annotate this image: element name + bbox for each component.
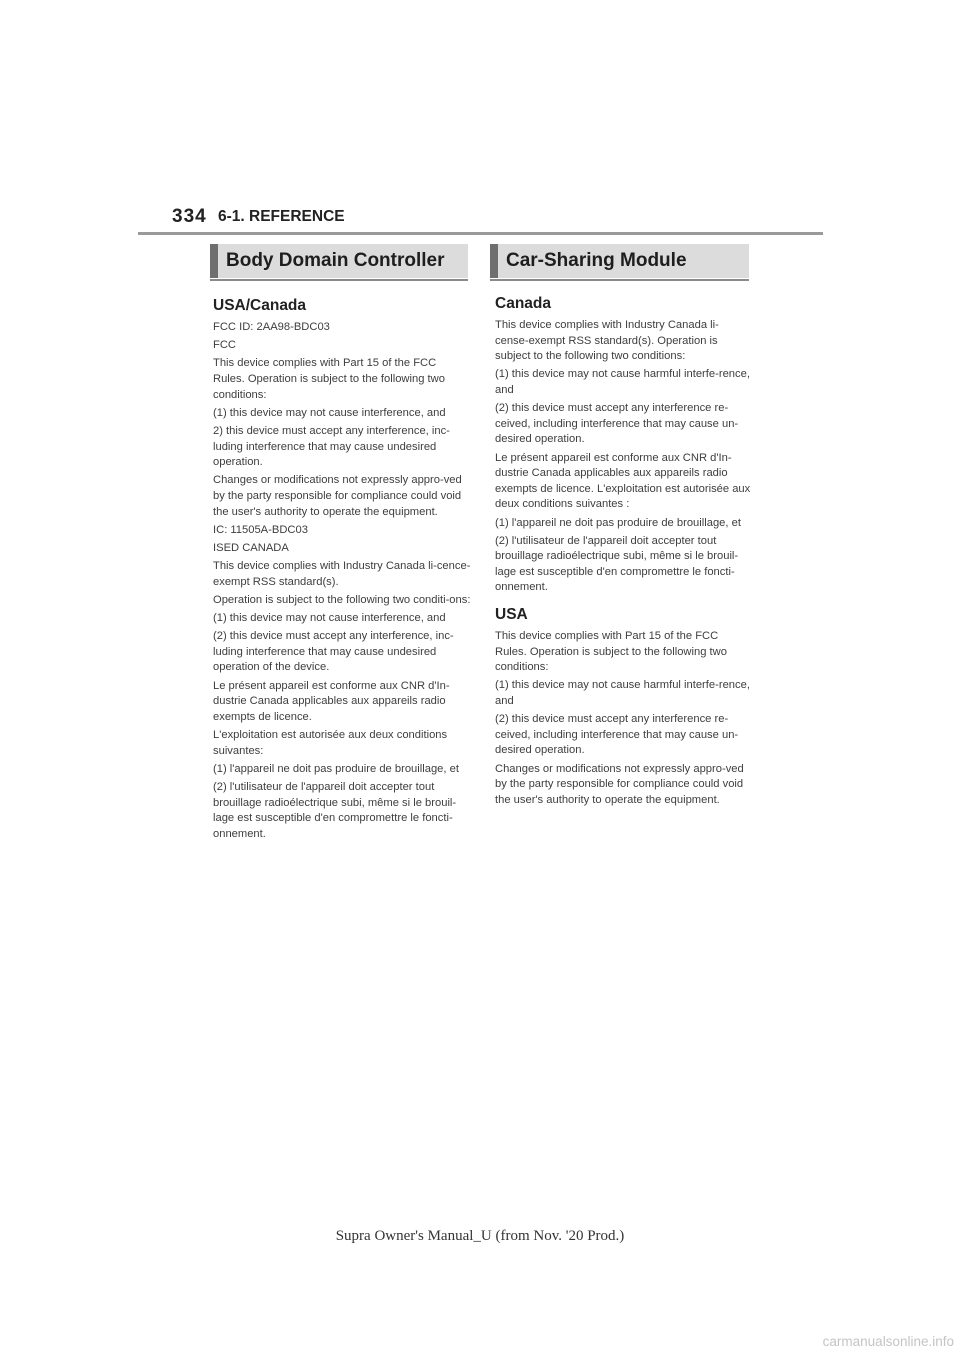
paragraph: (2) l'utilisateur de l'appareil doit accepter tout brouillage radioélectrique subi, même si le brouil-lage est susceptible d'en compromettre le foncti-onnement. xyxy=(213,780,457,840)
paragraph: (1) this device may not cause interference, and xyxy=(213,612,446,625)
paragraph: L'exploitation est autorisée aux deux conditions suivantes: xyxy=(213,728,448,757)
left-paragraphs xyxy=(213,320,471,842)
heading-body-domain-controller: Body Domain Controller xyxy=(210,244,468,278)
paragraph: (1) l'appareil ne doit pas produire de brouillage, et xyxy=(213,762,459,775)
canada-paragraphs xyxy=(495,318,751,596)
paragraph: (1) this device may not cause harmful interfe-rence, and xyxy=(495,679,750,708)
header-rule xyxy=(138,232,823,235)
paragraph: (1) this device may not cause harmful interfe-rence, and xyxy=(495,368,750,396)
heading-car-sharing-module: Car-Sharing Module xyxy=(490,244,749,278)
paragraph: IC: 11505A-BDC03 xyxy=(213,523,308,536)
watermark: carmanualsonline.info xyxy=(822,1334,954,1349)
paragraph: This device complies with Part 15 of the FCC Rules. Operation is subject to the following two conditions: xyxy=(213,357,445,401)
footer-manual-title: Supra Owner's Manual_U (from Nov. '20 Prod.) xyxy=(335,1228,625,1244)
paragraph: (2) this device must accept any interference re-ceived, including interference that may cause un-desired operation. xyxy=(495,402,739,446)
paragraph: Le présent appareil est conforme aux CNR d'In-dustrie Canada applicables aux appareils radio exempts de licence. L'exploitation est autorisée aux deux conditions suivantes : xyxy=(495,451,751,511)
subheading-canada: Canada xyxy=(495,295,551,312)
subheading-usa-canada: USA/Canada xyxy=(213,297,307,314)
paragraph: Le présent appareil est conforme aux CNR d'In-dustrie Canada applicables aux appareils radio exempts de licence. xyxy=(213,679,450,723)
page-number: 334 xyxy=(172,206,207,227)
paragraph: (1) this device may not cause interference, and xyxy=(213,406,446,419)
section-title: 6-1. REFERENCE xyxy=(218,208,345,225)
left-column xyxy=(213,296,471,845)
paragraph: Changes or modifications not expressly appro-ved by the party responsible for compliance could void the user's authority to operate the equipment. xyxy=(213,474,462,518)
paragraph: (1) l'appareil ne doit pas produire de brouillage, et xyxy=(495,516,741,529)
paragraph: (2) l'utilisateur de l'appareil doit accepter tout brouillage radioélectrique subi, même si le brouil-lage est susceptible d'en compromettre le foncti-onnement. xyxy=(495,534,739,594)
paragraph: 2) this device must accept any interference, inc-luding interference that may cause undesired operation. xyxy=(213,424,450,469)
paragraph: Operation is subject to the following two conditi-ons: xyxy=(213,593,471,606)
paragraph: This device complies with Industry Canada li-cense-exempt RSS standard(s). Operation is subject to the following two conditions: xyxy=(495,319,719,363)
paragraph: FCC ID: 2AA98-BDC03 xyxy=(213,321,330,333)
subheading-usa: USA xyxy=(495,606,528,624)
paragraph: This device complies with Industry Canada li-cence- exempt RSS standard(s). xyxy=(213,560,471,588)
paragraph: This device complies with Part 15 of the FCC Rules. Operation is subject to the following two conditions: xyxy=(495,630,727,674)
paragraph: FCC xyxy=(213,339,236,352)
paragraph: (2) this device must accept any interference, inc-luding interference that may cause undesired operation of the device. xyxy=(213,630,454,674)
usa-paragraphs xyxy=(495,629,751,808)
paragraph: (2) this device must accept any interference re-ceived, including interference that may cause un-desired operation. xyxy=(495,713,739,757)
right-column xyxy=(495,294,751,811)
paragraph: ISED CANADA xyxy=(213,541,289,554)
paragraph: Changes or modifications not expressly appro-ved by the party responsible for compliance could void the user's authority to operate the equipment. xyxy=(495,762,744,806)
